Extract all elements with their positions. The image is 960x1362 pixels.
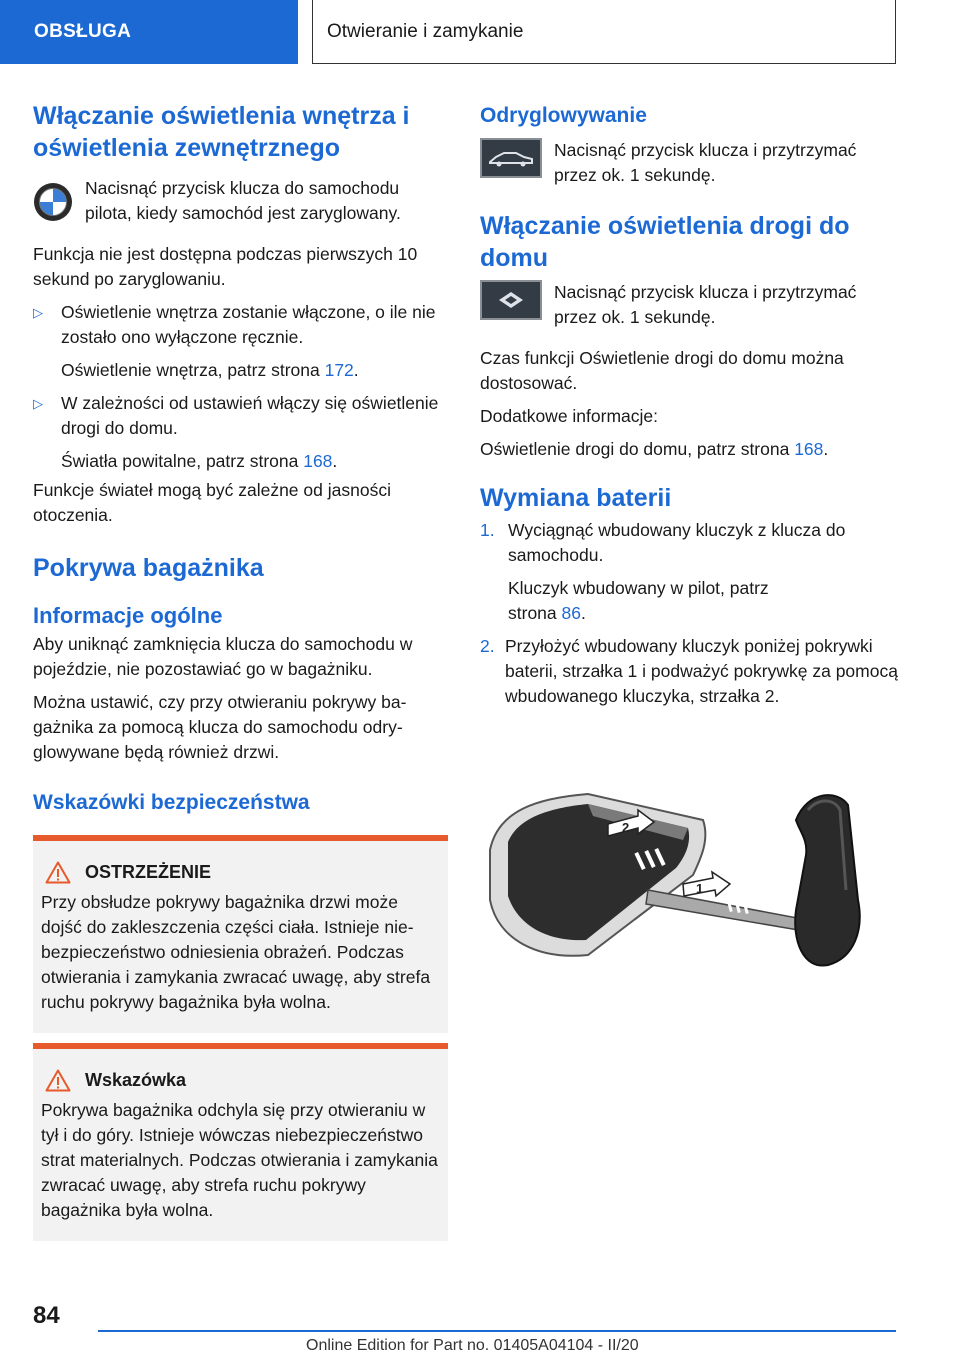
lights-note: Funkcje świateł mogą być zależne od jasności otoczenia. [33,480,391,525]
heading-battery: Wymiana baterii [480,484,672,512]
section-label: OBSŁUGA [34,21,132,42]
home-paragraph-2: Dodatkowe informacje: [480,406,658,426]
bmw-logo-icon [33,182,73,222]
warning-triangle-icon [45,861,71,884]
page-number: 84 [33,1302,60,1329]
home-reference: Oświetlenie drogi do domu, patrz strona 168. [480,439,829,459]
bullet-text: W zależności od ustawień włączy się oświetlenie drogi do domu. [61,393,439,438]
svg-text:2: 2 [622,820,630,835]
notice-box [33,1043,448,1241]
general-paragraph-2: Można ustawić, czy przy otwieraniu pokrywy bagażnika za pomocą klucza do samochodu odryglowywane będą również drzwi. [33,692,407,762]
heading-unlock: Odryglowywanie [480,104,647,127]
bullet-text: Oświetlenie wnętrza zostanie włączone, o ile nie zostało ono wyłączone ręcznie. [61,302,436,347]
list-item [33,391,448,474]
heading-safety: Wskazówki bezpieczeństwa [33,791,310,814]
triangle-bullet-icon: ▷ [33,396,43,411]
page-link[interactable]: 86 [561,603,581,623]
warning-box [33,835,448,1033]
home-instruction-text: Nacisnąć przycisk klucza i przytrzymać przez ok. 1 sekundę. [554,282,857,327]
interior-instruction [33,176,448,226]
step-number: 2. [480,636,495,656]
step-text: Wyciągnąć wbudowany kluczyk z klucza do samochodu. [508,520,846,565]
page-link[interactable]: 168 [303,451,333,471]
heading-trunk: Pokrywa bagażnika [33,554,264,582]
page-link[interactable]: 168 [794,439,824,459]
bullet-reference: Światła powitalne, patrz strona 168. [61,451,338,471]
triangle-bullet-icon: ▷ [33,305,43,320]
page-link[interactable]: 172 [324,360,354,380]
home-instruction [480,280,900,330]
warning-text: Przy obsłudze pokrywy bagażnika drzwi może dojść do zakleszczenia części ciała. Istnieje niebezpieczeństwo odniesienia obrażeń. Podczas otwierania i zamykania zwracać uwagę, aby strefa ruchu pokrywy bagażnika była wolna. [41,892,431,1012]
unlock-instruction [480,138,900,188]
headlight-key-button-icon [480,280,542,320]
general-paragraph-1: Aby uniknąć zamknięcia klucza do samochodu w pojeździe, nie pozostawiać go w bagażniku. [33,634,413,679]
unlock-instruction-text: Nacisnąć przycisk klucza i przytrzymać przez ok. 1 sekundę. [554,140,857,185]
key-blade [646,890,810,932]
svg-text:1: 1 [696,881,704,896]
right-column [480,100,900,709]
key-battery-illustration [478,780,898,990]
trunk-key-button-icon [480,138,542,178]
interior-note: Funkcja nie jest dostępna podczas pierwszych 10 sekund po zaryglowaniu. [33,244,418,289]
step-reference: Kluczyk wbudowany w pilot, patrz strona 86. [508,578,769,623]
chapter-label: Otwieranie i zamykanie [327,20,524,42]
home-paragraph-1: Czas funkcji Oświetlenie drogi do domu można dostosować. [480,348,844,393]
heading-interior-lights: Włączanie oświetlenia wnętrza i oświetlenia zewnętrznego [33,102,410,162]
warning-triangle-icon [45,1069,71,1092]
list-item [480,518,900,626]
interior-instruction-text: Nacisnąć przycisk klucza do samochodu pilota, kiedy samochód jest zaryglowany. [85,178,401,223]
step-text: Przyłożyć wbudowany kluczyk poniżej pokrywki baterii, strzałka 1 i podważyć pokrywkę za pomocą wbudowanego kluczyka, strzałka 2. [505,636,898,706]
heading-general-info: Informacje ogólne [33,603,223,628]
notice-text: Pokrywa bagażnika odchyla się przy otwieraniu w tył i do góry. Istnieje wówczas niebezpieczeństwo strat materialnych. Podczas otwierania i zamykania zwracać uwagę, aby strefa ruchu pokrywy bagażnika była wolna. [41,1100,438,1220]
left-column [33,100,448,1241]
bullet-reference: Oświetlenie wnętrza, patrz strona 172. [61,360,359,380]
notice-title: Wskazówka [41,1069,440,1092]
list-item [33,300,448,383]
step-number: 1. [480,520,495,540]
list-item [480,634,900,709]
chapter-header [312,0,896,64]
warning-title: OSTRZEŻENIE [41,861,440,884]
key-head [795,795,859,965]
edition-info: Online Edition for Part no. 01405A04104 - II/20 [306,1337,639,1354]
heading-home-lights: Włączanie oświetlenia drogi do domu [480,212,850,272]
footer-divider [98,1330,896,1332]
section-tab [0,0,298,64]
